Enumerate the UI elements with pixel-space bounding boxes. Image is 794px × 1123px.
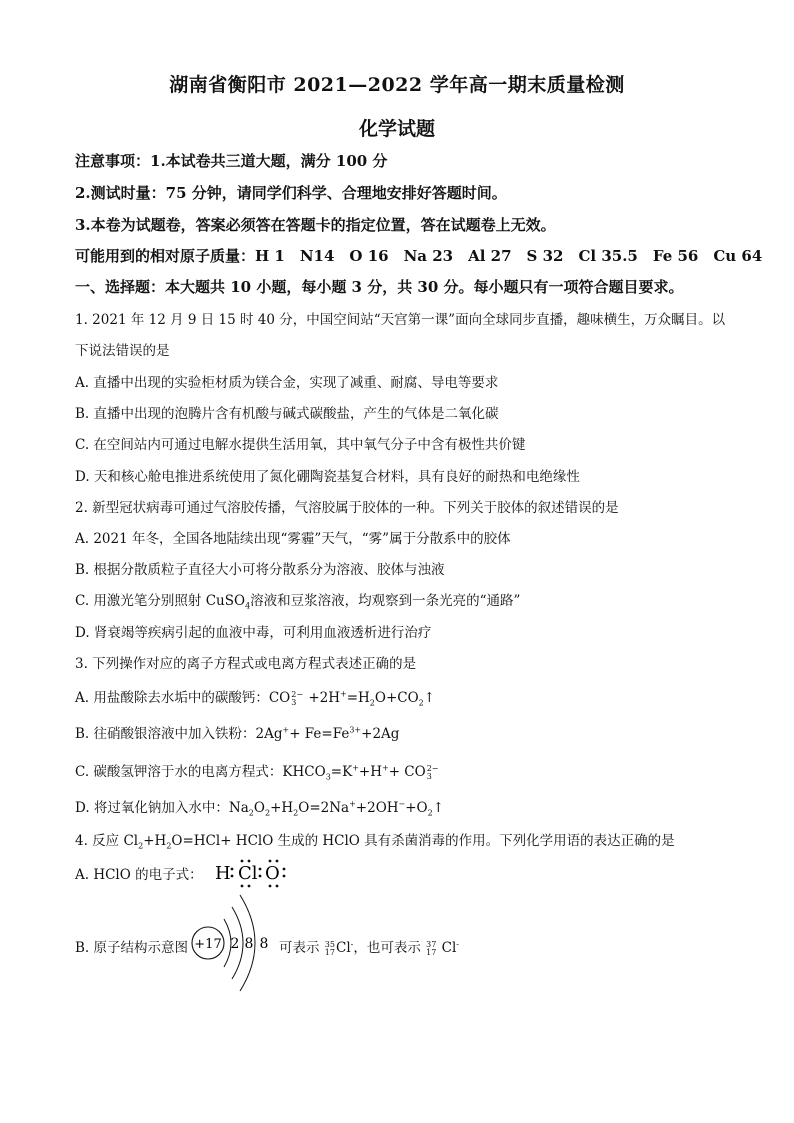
q2-option-c: C. 用激光笔分别照射 CuSO$_4$溶液和豆浆溶液，均观察到一条光亮的“通路” — [75, 593, 521, 611]
q3-option-c: C. 碳酸氢钾溶于水的电离方程式：$KHCO_3=K^++H^++ CO2-$ 3 — [75, 763, 439, 782]
q3-option-d: D. 将过氧化钠加入水中：$Na_2O_2+H_2O=2Na^++2OH^-+O_2↑$ — [75, 799, 445, 818]
shell-3-electrons: 8 — [259, 936, 269, 952]
q1-option-a: A. 直播中出现的实验柜材质为镁合金，实现了减重、耐腐、导电等要求 — [75, 375, 499, 391]
hclo-lewis-structure — [213, 858, 291, 888]
q2-option-a: A. 2021 年冬，全国各地陆续出现“雾霾”天气，“雾”属于分散系中的胶体 — [75, 531, 511, 547]
q1-option-d: D. 天和核心舱电推进系统使用了氮化硼陶瓷基复合材料，具有良好的耐热和电绝缘性 — [75, 469, 580, 485]
q3-option-a: A. 用盐酸除去水垢中的碳酸钙：CO2− $3 +2H^+=H_2O+CO_2↑$ — [75, 689, 436, 708]
q2-option-d: D. 肾衰竭等疾病引起的血液中毒，可利用血液透析进行治疗 — [75, 625, 432, 641]
isotope-35-notation: 35 17 — [324, 939, 335, 957]
section-heading: 一、选择题：本大题共 10 小题，每小题 3 分，共 30 分。每小题只有一项符合题目要求。 — [75, 278, 684, 296]
q4-option-a: A. HClO 的电子式： H Cl O — [75, 858, 291, 888]
lewis-cl: Cl — [237, 863, 258, 884]
isotope-37-notation: 37 17 — [426, 939, 437, 957]
q3-option-b: B. 往硝酸银溶液中加入铁粉：$2Ag^++ Fe=Fe^{3+}+2Ag$ — [75, 725, 400, 742]
note-3: 3.本卷为试题卷，答案必须答在答题卡的指定位置，答在试题卷上无效。 — [75, 216, 556, 234]
shell-1-electrons: 2 — [230, 936, 240, 952]
q3-stem: 3. 下列操作对应的离子方程式或电离方程式表述正确的是 — [75, 656, 417, 672]
q1-option-c: C. 在空间站内可通过电解水提供生活用氧，其中氧气分子中含有极性共价键 — [75, 437, 526, 453]
q4-stem: 4. 反应 $Cl_2+H_2O=HCl+$ HClO 生成的 HClO 具有杀菌消毒的作用。下列化学用语的表达正确的是 — [75, 833, 675, 851]
nucleus-charge: +17 — [194, 937, 222, 952]
atomic-masses: 可能用到的相对原子质量：H 1 N14 O 16 Na 23 Al 27 S 32 Cl 35.5 Fe 56 Cu 64 — [75, 247, 763, 265]
q2-stem: 2. 新型冠状病毒可通过气溶胶传播，气溶胶属于胶体的一种。下列关于胶体的叙述错误的是 — [75, 500, 619, 516]
exam-title: 湖南省衡阳市 2021—2022 学年高一期末质量检测 — [169, 74, 625, 96]
atomic-structure-diagram — [186, 885, 276, 1000]
shell-2-electrons: 8 — [244, 936, 254, 952]
q1-stem-line2: 下说法错误的是 — [75, 343, 170, 359]
q1-stem-line1: 1. 2021 年 12 月 9 日 15 时 40 分，中国空间站“天宫第一课”面向全球同步直播，趣味横生，万众瞩目。以 — [75, 312, 726, 328]
lewis-o: O — [264, 863, 280, 884]
lewis-h: H — [214, 863, 231, 884]
note-2: 2.测试时量：75 分钟，请同学们科学、合理地安排好答题时间。 — [75, 184, 507, 202]
q1-option-b: B. 直播中出现的泡腾片含有机酸与碱式碳酸盐，产生的气体是二氧化碳 — [75, 406, 499, 422]
q4-option-b-isotopes: 可表示 35 17Cl-，也可表示 37 17 Cl- — [279, 939, 459, 957]
note-1: 注意事项：1.本试卷共三道大题，满分 100 分 — [75, 152, 388, 170]
exam-subtitle: 化学试题 — [358, 118, 435, 140]
q2-option-b: B. 根据分散质粒子直径大小可将分散系分为溶液、胶体与浊液 — [75, 562, 445, 578]
q4-option-b-label: B. 原子结构示意图 — [75, 940, 189, 956]
